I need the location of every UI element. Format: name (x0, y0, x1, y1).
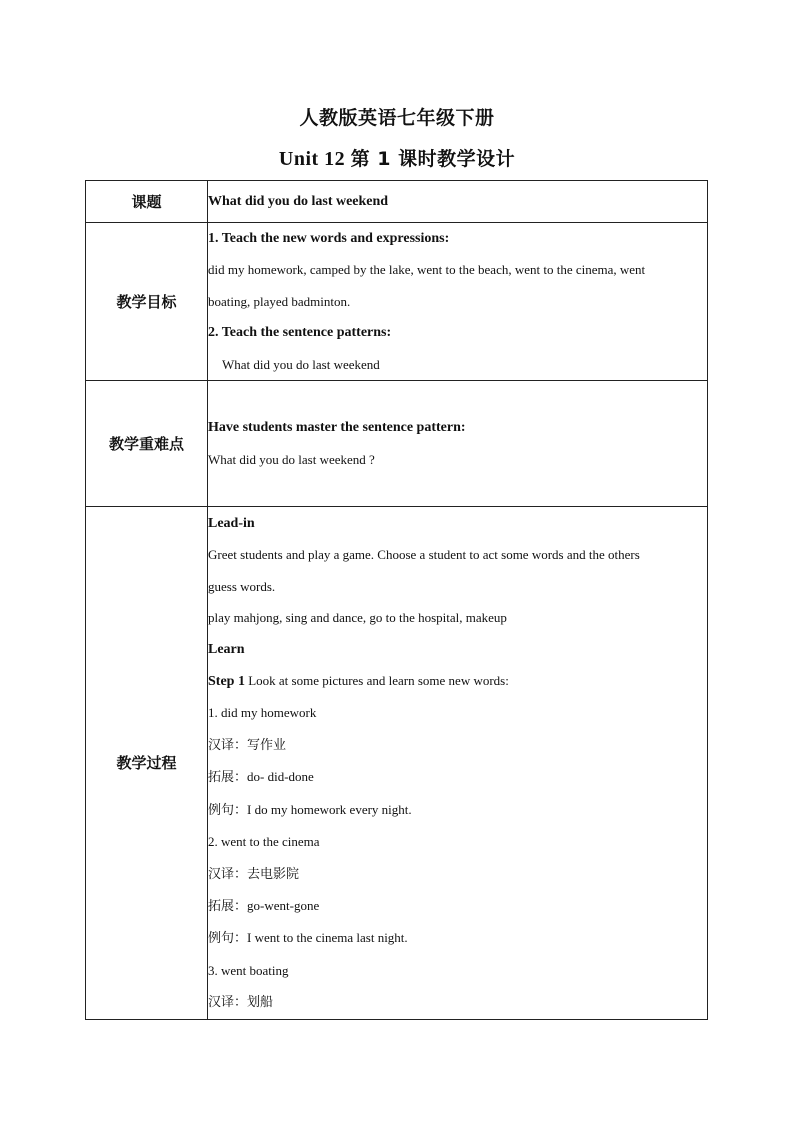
vocab-example (208, 922, 707, 954)
objectives-pattern: What did you do last weekend (222, 356, 380, 372)
label-key-points: 教学重难点 (86, 381, 208, 507)
translation-label: 汉译： (208, 995, 248, 1011)
step1-label: Step 1 (208, 674, 245, 690)
subtitle-lesson: 第 1 课时教学设计 (350, 148, 516, 170)
objectives-words-line-1: did my homework, camped by the lake, went to the beach, went to the cinema, went (208, 262, 646, 278)
row-topic (86, 181, 708, 223)
example-text: I went to the cinema last night. (247, 930, 408, 946)
vocab-word: 1. did my homework (208, 705, 317, 721)
label-topic: 课题 (86, 181, 208, 223)
example-text: I do my homework every night. (247, 801, 412, 817)
content-process (208, 507, 708, 1020)
translation-label: 汉译： (208, 866, 248, 882)
extension-label: 拓展： (208, 898, 248, 914)
extension-text: go-went-gone (247, 897, 320, 913)
topic-value: What did you do last weekend (208, 193, 389, 209)
step1-line (208, 665, 707, 697)
vocab-word: 2. went to the cinema (208, 834, 320, 850)
vocab-extension (208, 890, 707, 922)
learn-heading: Learn (208, 641, 245, 657)
key-points-sentence: What did you do last weekend ? (208, 451, 375, 467)
label-objectives: 教学目标 (86, 223, 208, 381)
vocab-translation (208, 858, 707, 890)
subtitle-unit: Unit 12 (278, 148, 346, 170)
document-subtitle (0, 147, 794, 171)
leadin-heading: Lead-in (208, 516, 255, 532)
example-label: 例句： (208, 802, 248, 818)
content-objectives (208, 223, 708, 381)
vocab-translation (208, 986, 707, 1018)
vocab-translation (208, 729, 707, 761)
lesson-plan-table (85, 180, 708, 1020)
objectives-heading-2: 2. Teach the sentence patterns: (208, 325, 392, 341)
extension-text: do- did-done (247, 769, 314, 785)
extension-label: 拓展： (208, 770, 248, 786)
content-topic (208, 181, 708, 223)
translation-text: 去电影院 (247, 866, 300, 882)
translation-label: 汉译： (208, 737, 248, 753)
leadin-line-2: guess words. (208, 578, 276, 594)
leadin-line-3: play mahjong, sing and dance, go to the hospital, makeup (208, 610, 507, 626)
objectives-heading-1: 1. Teach the new words and expressions: (208, 231, 450, 246)
key-points-heading: Have students master the sentence pattern: (208, 420, 466, 436)
vocab-word: 3. went boating (208, 962, 289, 978)
row-objectives (86, 223, 708, 381)
step1-text: Look at some pictures and learn some new words: (244, 673, 509, 689)
translation-text: 划船 (247, 995, 274, 1011)
label-process: 教学过程 (86, 507, 208, 1020)
vocab-example (208, 794, 707, 826)
content-key-points (208, 381, 708, 507)
row-process (86, 507, 708, 1020)
row-key-points (86, 381, 708, 507)
example-label: 例句： (208, 931, 248, 947)
leadin-line-1: Greet students and play a game. Choose a student to act some words and the others (208, 547, 640, 563)
document-title: 人教版英语七年级下册 (299, 107, 495, 129)
translation-text: 写作业 (247, 737, 287, 753)
vocab-extension (208, 761, 707, 793)
objectives-words-line-2: boating, played badminton. (208, 293, 351, 309)
